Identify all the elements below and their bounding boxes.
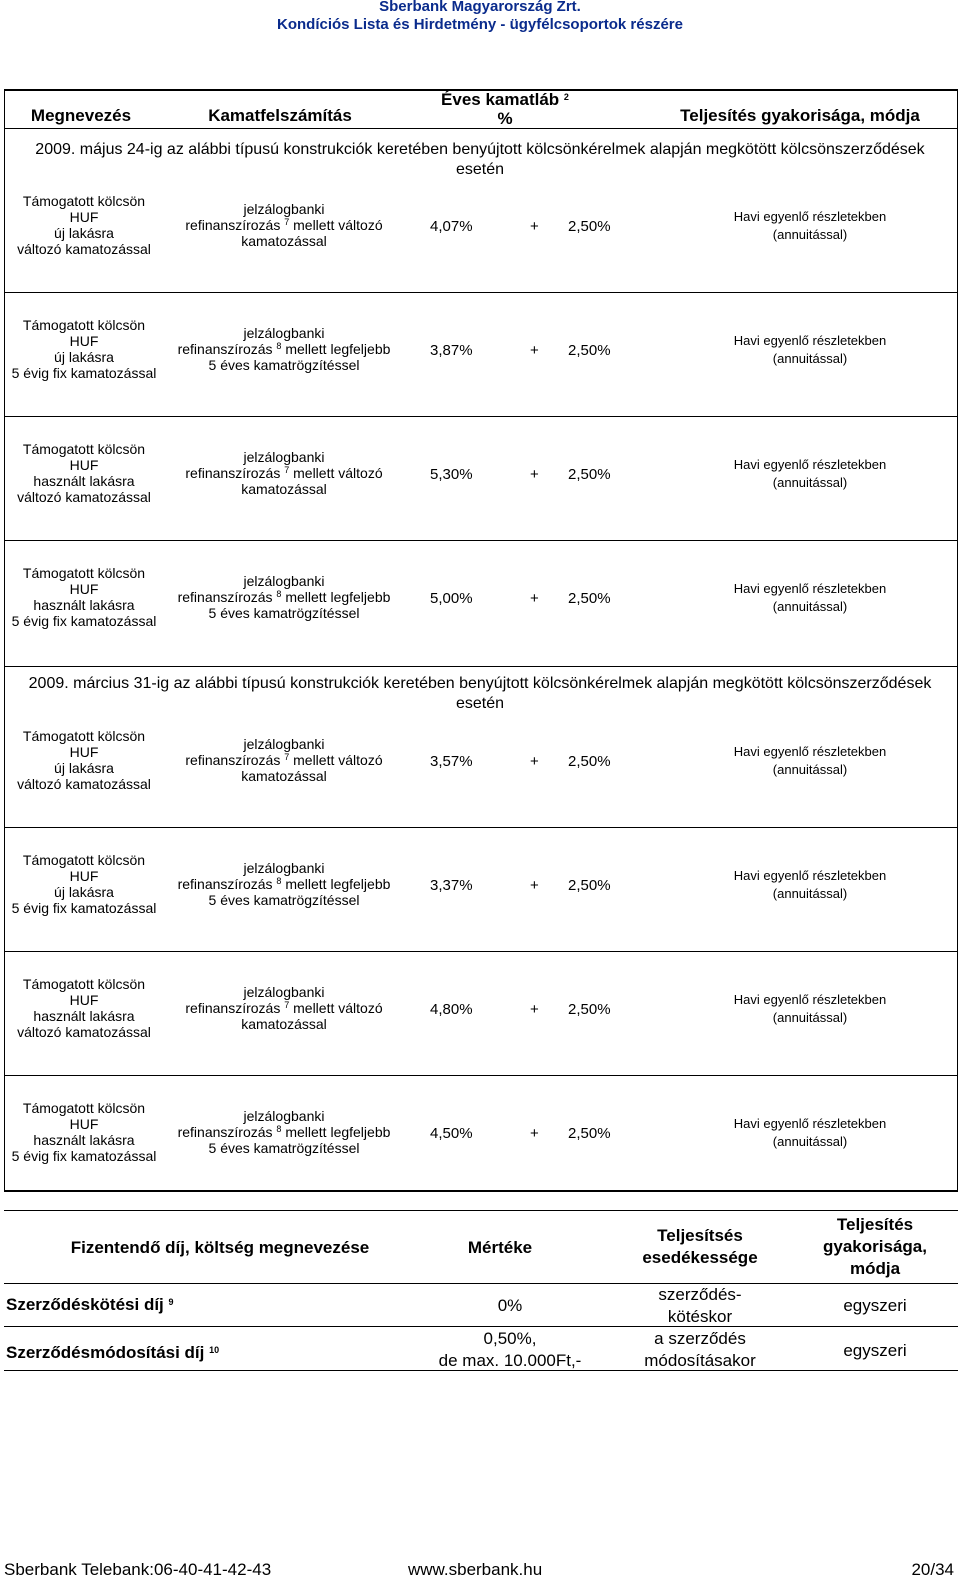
loan-name-line: Támogatott kölcsön: [22, 852, 146, 868]
interest-line: kamatozással: [241, 768, 327, 784]
section-1-title: [0, 140, 960, 180]
interest-method: [164, 201, 404, 249]
loan-name-line: Támogatott kölcsön: [22, 728, 146, 744]
interest-line: mellett változó: [293, 752, 383, 768]
section-title-line: esetén: [455, 161, 505, 178]
fee-row-due: [625, 1284, 775, 1328]
interest-line: jelzálogbanki: [243, 984, 325, 1000]
interest-line: jelzálogbanki: [243, 201, 325, 217]
base-rate: 3,57%: [430, 753, 473, 770]
loan-name-line: változó kamatozással: [17, 241, 151, 257]
payment-method: [700, 1115, 920, 1151]
margin-rate: 2,50%: [568, 590, 611, 607]
loan-name-line: 5 évig fix kamatozással: [11, 365, 157, 381]
loan-name-line: HUF: [69, 457, 99, 473]
fee-table-top-border: [4, 1210, 958, 1211]
document-subtitle: Kondíciós Lista és Hirdetmény - ügyfélcsoportok részére: [277, 16, 683, 33]
row-divider: [4, 827, 958, 828]
loan-name-line: új lakásra: [54, 760, 114, 776]
plus-sign: +: [530, 466, 539, 483]
interest-line: jelzálogbanki: [243, 736, 325, 752]
row-divider: [4, 540, 958, 541]
interest-footnote: 7: [284, 752, 290, 762]
plus-sign: +: [530, 590, 539, 607]
section-2-title: [0, 674, 960, 714]
interest-line: mellett legfeljebb: [285, 1124, 391, 1140]
plus-sign: +: [530, 1125, 539, 1142]
base-rate: 5,00%: [430, 590, 473, 607]
interest-line: 5 éves kamatrögzítéssel: [208, 1140, 360, 1156]
fee-due-line: a szerződés: [654, 1329, 746, 1348]
loan-name-line: használt lakásra: [33, 1008, 135, 1024]
interest-footnote: 7: [284, 217, 290, 227]
interest-line: jelzálogbanki: [243, 325, 325, 341]
loan-name: [4, 852, 164, 916]
interest-line: mellett változó: [293, 217, 383, 233]
plus-sign: +: [530, 218, 539, 235]
rate-footnote: 2: [563, 92, 569, 102]
interest-line: refinanszírozás: [185, 752, 281, 768]
interest-line: kamatozással: [241, 233, 327, 249]
column-header-name: Megnevezés: [30, 106, 132, 125]
base-rate: 4,07%: [430, 218, 473, 235]
fee-header-freq: [800, 1214, 950, 1280]
plus-sign: +: [530, 1001, 539, 1018]
payment-line: Havi egyenlő részletekben: [733, 744, 887, 759]
fee-header-freq-line: gyakorisága,: [823, 1237, 927, 1256]
column-header-rate: [410, 90, 600, 128]
loan-name-line: 5 évig fix kamatozással: [11, 1148, 157, 1164]
base-rate: 4,50%: [430, 1125, 473, 1142]
loan-name-line: HUF: [69, 744, 99, 760]
interest-method: [164, 860, 404, 908]
rate-unit: %: [497, 109, 513, 128]
payment-method: [700, 743, 920, 779]
interest-line: jelzálogbanki: [243, 1108, 325, 1124]
interest-footnote: 7: [284, 465, 290, 475]
row-divider: [4, 1075, 958, 1076]
fee-header-due-line: Teljesítsés: [657, 1226, 743, 1245]
interest-line: 5 éves kamatrögzítéssel: [208, 357, 360, 373]
column-header-payment: Teljesítés gyakorisága, módja: [680, 106, 920, 125]
rate-label: Éves kamatláb: [441, 90, 560, 109]
loan-name-line: új lakásra: [54, 884, 114, 900]
loan-name-line: HUF: [69, 333, 99, 349]
payment-line: Havi egyenlő részletekben: [733, 457, 887, 472]
interest-line: jelzálogbanki: [243, 573, 325, 589]
interest-line: refinanszírozás: [177, 876, 273, 892]
row-divider: [4, 416, 958, 417]
column-header-interest: Kamatfelszámítás: [208, 106, 352, 125]
interest-footnote: 8: [276, 876, 282, 886]
loan-name-line: HUF: [69, 581, 99, 597]
loan-name-line: változó kamatozással: [17, 776, 151, 792]
interest-line: refinanszírozás: [185, 1000, 281, 1016]
plus-sign: +: [530, 342, 539, 359]
interest-footnote: 7: [284, 1000, 290, 1010]
interest-line: mellett változó: [293, 1000, 383, 1016]
interest-line: kamatozással: [241, 1016, 327, 1032]
loan-name-line: HUF: [69, 209, 99, 225]
payment-line: (annuitással): [772, 475, 848, 490]
fee-row-name: [6, 1343, 219, 1363]
loan-name: [4, 976, 164, 1040]
interest-line: refinanszírozás: [177, 1124, 273, 1140]
interest-line: refinanszírozás: [185, 217, 281, 233]
margin-rate: 2,50%: [568, 466, 611, 483]
interest-footnote: 8: [276, 589, 282, 599]
loan-name: [4, 728, 164, 792]
fee-due-line: szerződés-: [658, 1285, 742, 1304]
payment-line: Havi egyenlő részletekben: [733, 868, 887, 883]
fee-row-freq: egyszeri: [843, 1296, 907, 1315]
fee-due-line: módosításakor: [644, 1351, 756, 1370]
section-title-line: esetén: [455, 695, 505, 712]
payment-method: [700, 456, 920, 492]
row-divider: [4, 292, 958, 293]
fee-header-name: Fizentendő díj, költség megnevezése: [70, 1238, 370, 1257]
row-divider: [4, 666, 958, 667]
loan-name: [4, 441, 164, 505]
fee-row-name: [6, 1295, 174, 1315]
footer-phone: Sberbank Telebank:06-40-41-42-43: [4, 1560, 272, 1579]
interest-method: [164, 984, 404, 1032]
section-title-line: 2009. május 24-ig az alábbi típusú konstrukciók keretében benyújtott kölcsönkérelmek alapján megkötött kölcsönszerződések: [35, 141, 925, 158]
loan-name-line: Támogatott kölcsön: [22, 441, 146, 457]
loan-name-line: HUF: [69, 992, 99, 1008]
payment-method: [700, 580, 920, 616]
payment-method: [700, 208, 920, 244]
table-bottom-border: [4, 1190, 958, 1192]
interest-method: [164, 1108, 404, 1156]
margin-rate: 2,50%: [568, 1001, 611, 1018]
loan-name-line: használt lakásra: [33, 473, 135, 489]
payment-line: (annuitással): [772, 886, 848, 901]
payment-method: [700, 867, 920, 903]
loan-name-line: változó kamatozással: [17, 489, 151, 505]
payment-method: [700, 991, 920, 1027]
margin-rate: 2,50%: [568, 342, 611, 359]
loan-name: [4, 565, 164, 629]
loan-name: [4, 1100, 164, 1164]
fee-row-freq: egyszeri: [843, 1341, 907, 1360]
loan-name-line: Támogatott kölcsön: [22, 976, 146, 992]
interest-line: refinanszírozás: [177, 589, 273, 605]
fee-due-line: kötéskor: [667, 1307, 733, 1326]
fee-header-due-line: esedékessége: [642, 1248, 758, 1267]
interest-footnote: 8: [276, 341, 282, 351]
loan-name-line: új lakásra: [54, 349, 114, 365]
table-right-border: [957, 89, 958, 1191]
base-rate: 4,80%: [430, 1001, 473, 1018]
interest-method: [164, 573, 404, 621]
fee-name: Szerződéskötési díj: [6, 1295, 164, 1314]
loan-name-line: 5 évig fix kamatozással: [11, 613, 157, 629]
payment-line: (annuitással): [772, 227, 848, 242]
loan-name-line: 5 évig fix kamatozással: [11, 900, 157, 916]
payment-line: Havi egyenlő részletekben: [733, 1116, 887, 1131]
loan-name-line: Támogatott kölcsön: [22, 317, 146, 333]
fee-header-amount: Mértéke: [467, 1238, 533, 1257]
margin-rate: 2,50%: [568, 753, 611, 770]
fee-header-divider: [4, 1283, 958, 1284]
interest-line: mellett legfeljebb: [285, 876, 391, 892]
fee-header-freq-line: Teljesítés: [836, 1215, 914, 1234]
section-title-line: 2009. március 31-ig az alábbi típusú konstrukciók keretében benyújtott kölcsönkérelmek alapján megkötött kölcsönszerződések: [28, 675, 932, 692]
loan-name-line: Támogatott kölcsön: [22, 565, 146, 581]
interest-method: [164, 325, 404, 373]
plus-sign: +: [530, 877, 539, 894]
row-divider: [4, 951, 958, 952]
loan-name-line: HUF: [69, 868, 99, 884]
interest-method: [164, 736, 404, 784]
fee-row-divider: [4, 1326, 958, 1327]
interest-line: 5 éves kamatrögzítéssel: [208, 892, 360, 908]
margin-rate: 2,50%: [568, 1125, 611, 1142]
interest-line: refinanszírozás: [185, 465, 281, 481]
payment-line: Havi egyenlő részletekben: [733, 992, 887, 1007]
payment-method: [700, 332, 920, 368]
interest-line: kamatozással: [241, 481, 327, 497]
payment-line: Havi egyenlő részletekben: [733, 209, 887, 224]
loan-name: [4, 317, 164, 381]
loan-name-line: HUF: [69, 1116, 99, 1132]
footer-website[interactable]: www.sberbank.hu: [408, 1560, 543, 1579]
interest-line: 5 éves kamatrögzítéssel: [208, 605, 360, 621]
interest-line: jelzálogbanki: [243, 860, 325, 876]
payment-line: (annuitással): [772, 1134, 848, 1149]
interest-line: refinanszírozás: [177, 341, 273, 357]
payment-line: (annuitással): [772, 599, 848, 614]
loan-name-line: változó kamatozással: [17, 1024, 151, 1040]
fee-amount-line: 0,50%,: [483, 1329, 537, 1348]
base-rate: 3,87%: [430, 342, 473, 359]
interest-footnote: 8: [276, 1124, 282, 1134]
loan-name-line: használt lakásra: [33, 597, 135, 613]
loan-name-line: új lakásra: [54, 225, 114, 241]
fee-header-freq-line: módja: [849, 1259, 901, 1278]
loan-name-line: Támogatott kölcsön: [22, 1100, 146, 1116]
interest-line: mellett változó: [293, 465, 383, 481]
payment-line: (annuitással): [772, 1010, 848, 1025]
fee-name: Szerződésmódosítási díj: [6, 1343, 205, 1362]
payment-line: Havi egyenlő részletekben: [733, 581, 887, 596]
loan-name: [4, 193, 164, 257]
margin-rate: 2,50%: [568, 877, 611, 894]
fee-row-amount: 0%: [497, 1296, 523, 1315]
fee-footnote: 9: [168, 1297, 174, 1307]
header-divider: [4, 128, 958, 129]
fee-row-amount: [420, 1328, 600, 1372]
interest-method: [164, 449, 404, 497]
fee-row-due: [625, 1328, 775, 1372]
interest-line: mellett legfeljebb: [285, 341, 391, 357]
fee-footnote: 10: [209, 1345, 220, 1355]
payment-line: (annuitással): [772, 351, 848, 366]
base-rate: 3,37%: [430, 877, 473, 894]
company-name: Sberbank Magyarország Zrt.: [379, 0, 581, 15]
interest-line: jelzálogbanki: [243, 449, 325, 465]
fee-amount-line: de max. 10.000Ft,-: [438, 1351, 582, 1370]
plus-sign: +: [530, 753, 539, 770]
loan-name-line: Támogatott kölcsön: [22, 193, 146, 209]
interest-line: mellett legfeljebb: [285, 589, 391, 605]
margin-rate: 2,50%: [568, 218, 611, 235]
base-rate: 5,30%: [430, 466, 473, 483]
footer-page-number: 20/34: [911, 1560, 954, 1579]
loan-name-line: használt lakásra: [33, 1132, 135, 1148]
payment-line: Havi egyenlő részletekben: [733, 333, 887, 348]
payment-line: (annuitással): [772, 762, 848, 777]
fee-header-due: [625, 1225, 775, 1269]
